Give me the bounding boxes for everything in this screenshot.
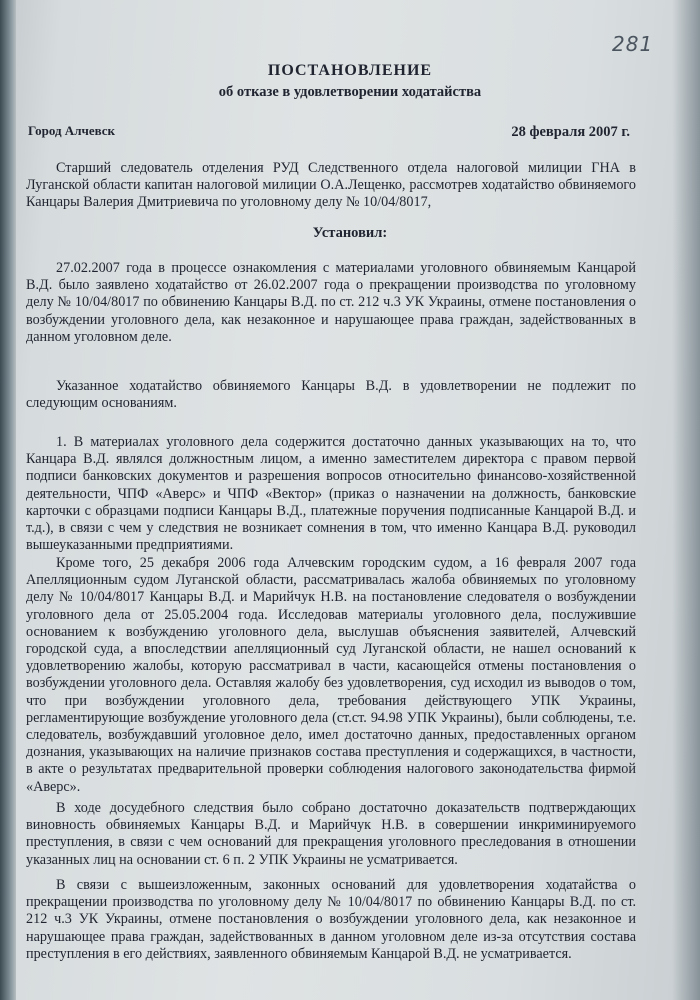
paragraph-1: 27.02.2007 года в процессе ознакомления с материалами уголовного обвиняемым Канцарой В.Д. было заявлено ходатайство от 26.02.2007 года о прекращении производства по уголовному делу № 10/04/8017 по обвинению Канцары В.Д. по ст. 212 ч.3 УК Украины, отмене постановления о возбуждении уголовного дела, как незаконное и нарушающее права граждан, задействованных в данном уголовном деле. [26,260,636,345]
paragraph-2: Указанное ходатайство обвиняемого Канцары В.Д. в удовлетворении не подлежит по следующим основаниям. [26,378,636,412]
page-edge-shadow [672,0,700,1000]
paragraph-5: В ходе досудебного следствия было собрано достаточно доказательств подтверждающих виновность обвиняемых Канцары В.Д. и Марийчук Н.В. в совершении инкриминируемого преступления, в связи с чем оснований для прекращения уголовного преследования в отношении указанных лиц на основании ст. 6 п. 2 УПК Украины не усматривается. [26,800,636,868]
city-label: Город Алчевск [28,123,116,138]
intro-paragraph: Старший следователь отделения РУД Следственного отдела налоговой милиции ГНА в Луганской области капитан налоговой милиции О.А.Лещенко, рассмотрев ходатайство обвиняемого Канцары Валерия Дмитриевича по уголовному делу № 10/04/8017, [26,160,636,211]
document-title: ПОСТАНОВЛЕНИЕ [267,62,433,79]
paragraph-4: Кроме того, 25 декабря 2006 года Алчевским городским судом, а 16 февраля 2007 года Апелляционным судом Луганской области, рассматривалась жалоба обвиняемых по уголовному делу № 10/04/8017 Канцары В.Д. и Марийчук Н.В. на постановление следователя о возбуждении уголовного дела от 25.05.2004 года. Исследовав материалы уголовного дела, послужившие основанием к возбуждению уголовного дела, выслушав объяснения заявителей, Алчевский городской суда, а впоследствии апелляционный суд Луганской области, не нашел оснований к удовлетворению жалобы, которую рассматривал в части, касающейся отмены постановления о возбуждении уголовного дела. Оставляя жалобу без удовлетворения, суд исходил из выводов о том, что при возбуждении уголовного дела, требования действующего УПК Украины, регламентирующие возбуждение уголовного дела (ст.ст. 94.98 УПК Украины), были соблюдены, т.е. следователь, возбуждавший уголовное дело, имел достаточно данных, предоставленных органом дознания, указывающих на наличие признаков состава преступления и содержащихся, в частности, в акте о результатах предварительной проверки соблюдения налогового законодательства фирмой «Аверс». [26,555,636,795]
paragraph-3: 1. В материалах уголовного дела содержится достаточно данных указывающих на то, что Канцара В.Д. являлся должностным лицом, а именно заместителем директора с правом первой подписи банковских документов и разрешения вопросов относительно финансово-хозяйственной деятельности, ЧПФ «Аверс» и ЧПФ «Вектор» (приказ о назначении на должность, банковские карточки с образцами подписи Канцары В.Д., платежные поручения подписанные Канцарой В.Д. и т.д.), в связи с чем у следствия не возникает сомнения в том, что именно Канцара В.Д. руководил вышеуказанными предприятиями. [26,434,636,554]
document-date: 28 февраля 2007 г. [511,124,630,140]
binding-edge [0,0,16,1000]
established-heading: Установил: [312,225,388,241]
paragraph-6: В связи с вышеизложенным, законных оснований для удовлетворения ходатайства о прекращении производства по уголовному делу № 10/04/8017 по обвинению Канцары В.Д. по ст. 212 ч.3 УК Украины, отмене постановления о возбуждении уголовного дела, как незаконное и нарушающее права граждан, задействованных в данном уголовном деле из-за отсутствия состава преступления в его действиях, заявленного обвиняемым Канцарой В.Д. не усматривается. [26,877,636,962]
document-subtitle: об отказе в удовлетворении ходатайства [218,84,482,100]
handwritten-page-number: 281 [612,32,654,56]
